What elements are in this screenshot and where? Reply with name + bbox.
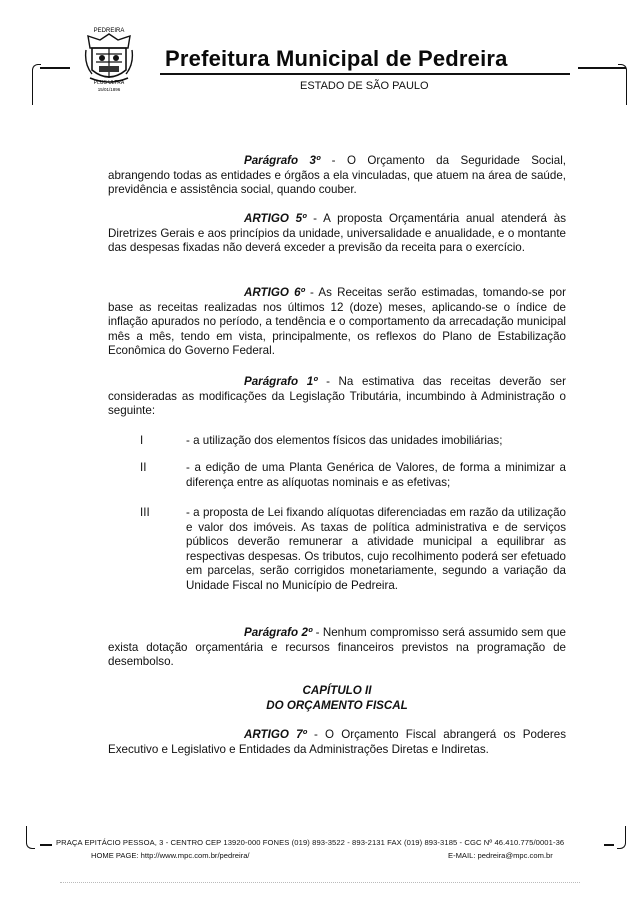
- header-bracket-left: [32, 64, 41, 105]
- item-text-2: - a edição de uma Planta Genérica de Valores, de forma a minimizar a diferença entre as alíquotas nominais e as efetivas;: [186, 461, 566, 489]
- paragraph-2-lead: Parágrafo 2º: [244, 626, 313, 639]
- footer-address: PRAÇA EPITÁCIO PESSOA, 3 - CENTRO CEP 13920-000 FONES (019) 893-3522 - 893-2131 FAX (019) 893-3185 - CGC Nº 46.410.775/0001-36: [56, 838, 565, 847]
- chapter-title: DO ORÇAMENTO FISCAL: [266, 699, 408, 712]
- paragraph-1-text: - Na estimativa das receitas deverão ser consideradas as modificações da Legislação Tributária, incumbindo à Administração o seguinte:: [108, 375, 566, 418]
- crest-year-text: 15/01/1896: [97, 87, 121, 92]
- item-text-1: - a utilização dos elementos físicos das unidades imobiliárias;: [186, 434, 503, 447]
- page-title: Prefeitura Municipal de Pedreira: [165, 46, 508, 71]
- chapter-number: CAPÍTULO II: [302, 684, 372, 697]
- article-5-text: - A proposta Orçamentária anual atenderá às Diretrizes Gerais e aos princípios da unidade, universalidade e anualidade, e o montante das despesas fixadas não deverá exceder a previsão da receita para o exercício.: [108, 212, 566, 255]
- footer-bracket-right: [617, 826, 626, 849]
- crest-top-text: PEDREIRA: [93, 28, 125, 34]
- paragraph-1-lead: Parágrafo 1º: [244, 375, 318, 388]
- item-number-3: III: [140, 506, 150, 519]
- footer-homepage: HOME PAGE: http://www.mpc.com.br/pedreira/: [91, 851, 250, 860]
- footer-dash-right: [604, 844, 614, 846]
- paragraph-2: [108, 626, 566, 670]
- item-text-3: - a proposta de Lei fixando alíquotas diferenciadas em razão da utilização e valor dos imóveis. As taxas de política administrativa e de serviços públicos deverão remunerar a atividade municipal a equilibrar as respectivas despesas. Os tributos, cujo recolhimento poderá ser efetuado em parcelas, serão corrigidos monetariamente, segundo a variação da Unidade Fiscal no Município de Pedreira.: [186, 506, 566, 592]
- article-5: [108, 212, 566, 256]
- paragraph-3: [108, 154, 566, 198]
- article-6-lead: ARTIGO 6º: [244, 286, 305, 299]
- header-rule-left: [40, 67, 70, 69]
- title-underline: [160, 73, 570, 75]
- state-subtitle: ESTADO DE SÃO PAULO: [300, 80, 429, 92]
- article-6-text: - As Receitas serão estimadas, tomando-se por base as receitas realizadas nos últimos 12 (doze) meses, aplicando-se o índice de inflação apurados no período, a tendência e o comportamento da arrecadação municipal mês a mês, tendo em vista, principalmente, os reflexos do Plano de Estabilização Econômica do Governo Federal.: [108, 286, 566, 358]
- article-6: [108, 286, 566, 359]
- paragraph-3-text: - O Orçamento da Seguridade Social, abrangendo todas as entidades e órgãos a ela vinculadas, que atuem na área de saúde, previdência e assistência social, quando couber.: [108, 154, 566, 197]
- article-7-lead: ARTIGO 7º: [244, 728, 307, 741]
- header-bracket-right: [618, 64, 627, 105]
- article-7: [108, 728, 566, 757]
- paragraph-1: [108, 375, 566, 419]
- footer-bracket-left: [26, 826, 35, 849]
- footer-dash-left: [40, 844, 52, 846]
- crest-motto-text: PLUS ULTRA: [93, 80, 125, 86]
- item-number-1: I: [140, 434, 144, 447]
- footer-email: E-MAIL: pedreira@mpc.com.br: [448, 851, 553, 860]
- article-7-text: - O Orçamento Fiscal abrangerá os Poderes Executivo e Legislativo e Entidades da Administrações Diretas e Indiretas.: [108, 728, 566, 756]
- article-5-lead: ARTIGO 5º: [244, 212, 307, 225]
- paragraph-2-text: - Nenhum compromisso será assumido sem que exista dotação orçamentária e recursos financeiros previstos na programação de desembolso.: [108, 626, 566, 669]
- scan-noise-line: [60, 882, 580, 885]
- coat-of-arms-crest: [82, 24, 136, 92]
- paragraph-3-lead: Parágrafo 3º: [244, 154, 321, 167]
- item-number-2: II: [140, 461, 147, 474]
